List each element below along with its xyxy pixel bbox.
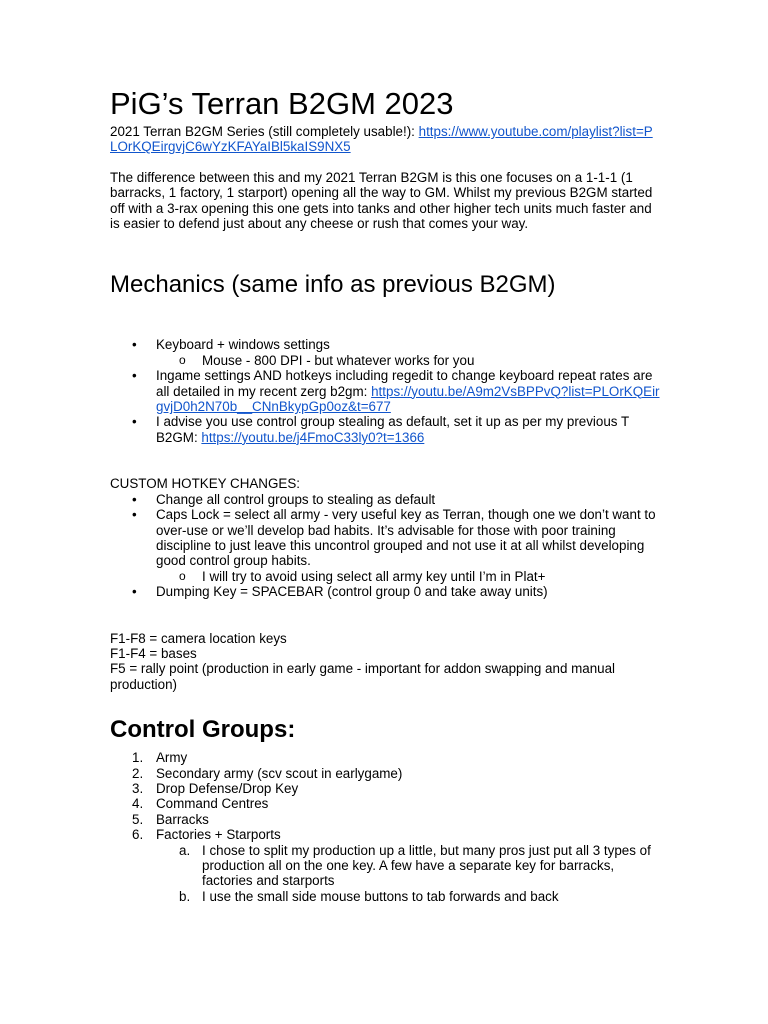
fkey-camera: F1-F8 = camera location keys [110, 630, 287, 646]
cg-item-drop: Drop Defense/Drop Key [156, 780, 299, 796]
mech-item-mouse: Mouse - 800 DPI - but whatever works for you [202, 352, 475, 368]
custom-item-stealing: Change all control groups to stealing as default [156, 491, 436, 507]
list-number: 3. [132, 780, 144, 796]
series-prefix: 2021 Terran B2GM Series (still completely usable!): [110, 124, 419, 139]
list-item [110, 796, 660, 811]
list-item [110, 584, 660, 599]
control-groups-heading-text: Control Groups [110, 716, 288, 744]
cg-item-secondary: Secondary army (scv scout in earlygame) [156, 765, 403, 781]
list-number: 2. [132, 765, 144, 781]
cg-item-factories: Factories + Starports [156, 827, 281, 843]
cg-sub-mouse: I use the small side mouse buttons to tab forwards and back [202, 888, 559, 904]
series-paragraph [110, 124, 660, 155]
custom-item-dumping: Dumping Key = SPACEBAR (control group 0 and take away units) [156, 584, 548, 600]
list-item [110, 507, 660, 584]
list-letter: a. [179, 842, 191, 858]
control-groups-list [110, 750, 660, 904]
custom-hotkey-heading: CUSTOM HOTKEY CHANGES: [110, 476, 300, 492]
cg-item-cc: Command Centres [156, 796, 269, 812]
cg-item-army: Army [156, 750, 188, 766]
bullet-icon: • [132, 491, 137, 507]
list-item [110, 569, 660, 584]
bullet-icon: • [132, 507, 137, 523]
list-number: 4. [132, 796, 144, 812]
mech-item-stealing-text: I advise you use control group stealing as default, set it up as per my previous T B2GM: [156, 414, 629, 445]
list-number: 1. [132, 750, 144, 766]
list-item [110, 492, 660, 507]
custom-hotkey-list [110, 492, 660, 600]
list-number: 6. [132, 827, 144, 843]
mech-item-ingame-text: Ingame settings AND hotkeys including regedit to change keyboard repeat rates are all detailed in my recent zerg b2gm: [156, 368, 653, 399]
list-item [110, 889, 660, 904]
list-item [110, 766, 660, 781]
list-item [110, 368, 660, 414]
control-groups-heading [110, 716, 660, 744]
list-item [110, 843, 660, 889]
list-number: 5. [132, 811, 144, 827]
mech-item-keyboard: Keyboard + windows settings [156, 337, 330, 353]
custom-item-capslock: Caps Lock = select all army - very useful key as Terran, though one we don’t want to over-use or we’ll develop bad habits. It’s advisable for those with poor training discipline to just leave this uncontrol grouped and not use it at all whilst developing good control group habits. [156, 507, 656, 569]
control-groups-colon: : [287, 716, 296, 744]
bullet-icon: • [132, 414, 137, 430]
custom-item-plat: I will try to avoid using select all army key until I’m in Plat+ [202, 568, 546, 584]
zerg-b2gm-link[interactable]: https://youtu.be/A9m2VsBPPvQ?list=PLOrKQEirgvjD0h2N70b__CNnBkypGp0oz&t=677 [156, 383, 660, 415]
list-item [110, 812, 660, 827]
cg-sub-split: I chose to split my production up a little, but many pros just put all 3 types of production all on the one key. A few have a separate key for barracks, factories and starports [202, 842, 651, 889]
list-item [110, 827, 660, 904]
list-item [110, 781, 660, 796]
list-item [110, 414, 660, 445]
terran-b2gm-link[interactable]: https://youtu.be/j4FmoC33ly0?t=1366 [201, 429, 425, 445]
sub-bullet-icon: o [179, 352, 186, 367]
bullet-icon: • [132, 584, 137, 600]
cg-item-barracks: Barracks [156, 811, 209, 827]
list-item [110, 353, 660, 368]
fkey-rally: F5 = rally point (production in early game - important for addon swapping and manual production) [110, 661, 616, 692]
document-page [110, 86, 660, 904]
fkey-bases: F1-F4 = bases [110, 645, 197, 661]
mechanics-list [110, 337, 660, 445]
sub-bullet-icon: o [179, 568, 186, 583]
mechanics-heading: Mechanics (same info as previous B2GM) [110, 271, 556, 299]
list-item [110, 337, 660, 368]
series-link[interactable]: https://www.youtube.com/playlist?list=PLOrKQEirgvjC6wYzKFAYaIBl5kaIS9NX5 [110, 124, 653, 155]
list-letter: b. [179, 888, 191, 904]
bullet-icon: • [132, 337, 137, 353]
page-title: PiG’s Terran B2GM 2023 [110, 86, 454, 121]
bullet-icon: • [132, 368, 137, 384]
list-item [110, 750, 660, 765]
intro-paragraph: The difference between this and my 2021 Terran B2GM is this one focuses on a 1-1-1 (1 barracks, 1 factory, 1 starport) opening all the way to GM. Whilst my previous B2GM started off with a 3-rax opening this one gets into tanks and other higher tech units much faster and is easier to defend just about any cheese or rush that comes your way. [110, 169, 653, 232]
